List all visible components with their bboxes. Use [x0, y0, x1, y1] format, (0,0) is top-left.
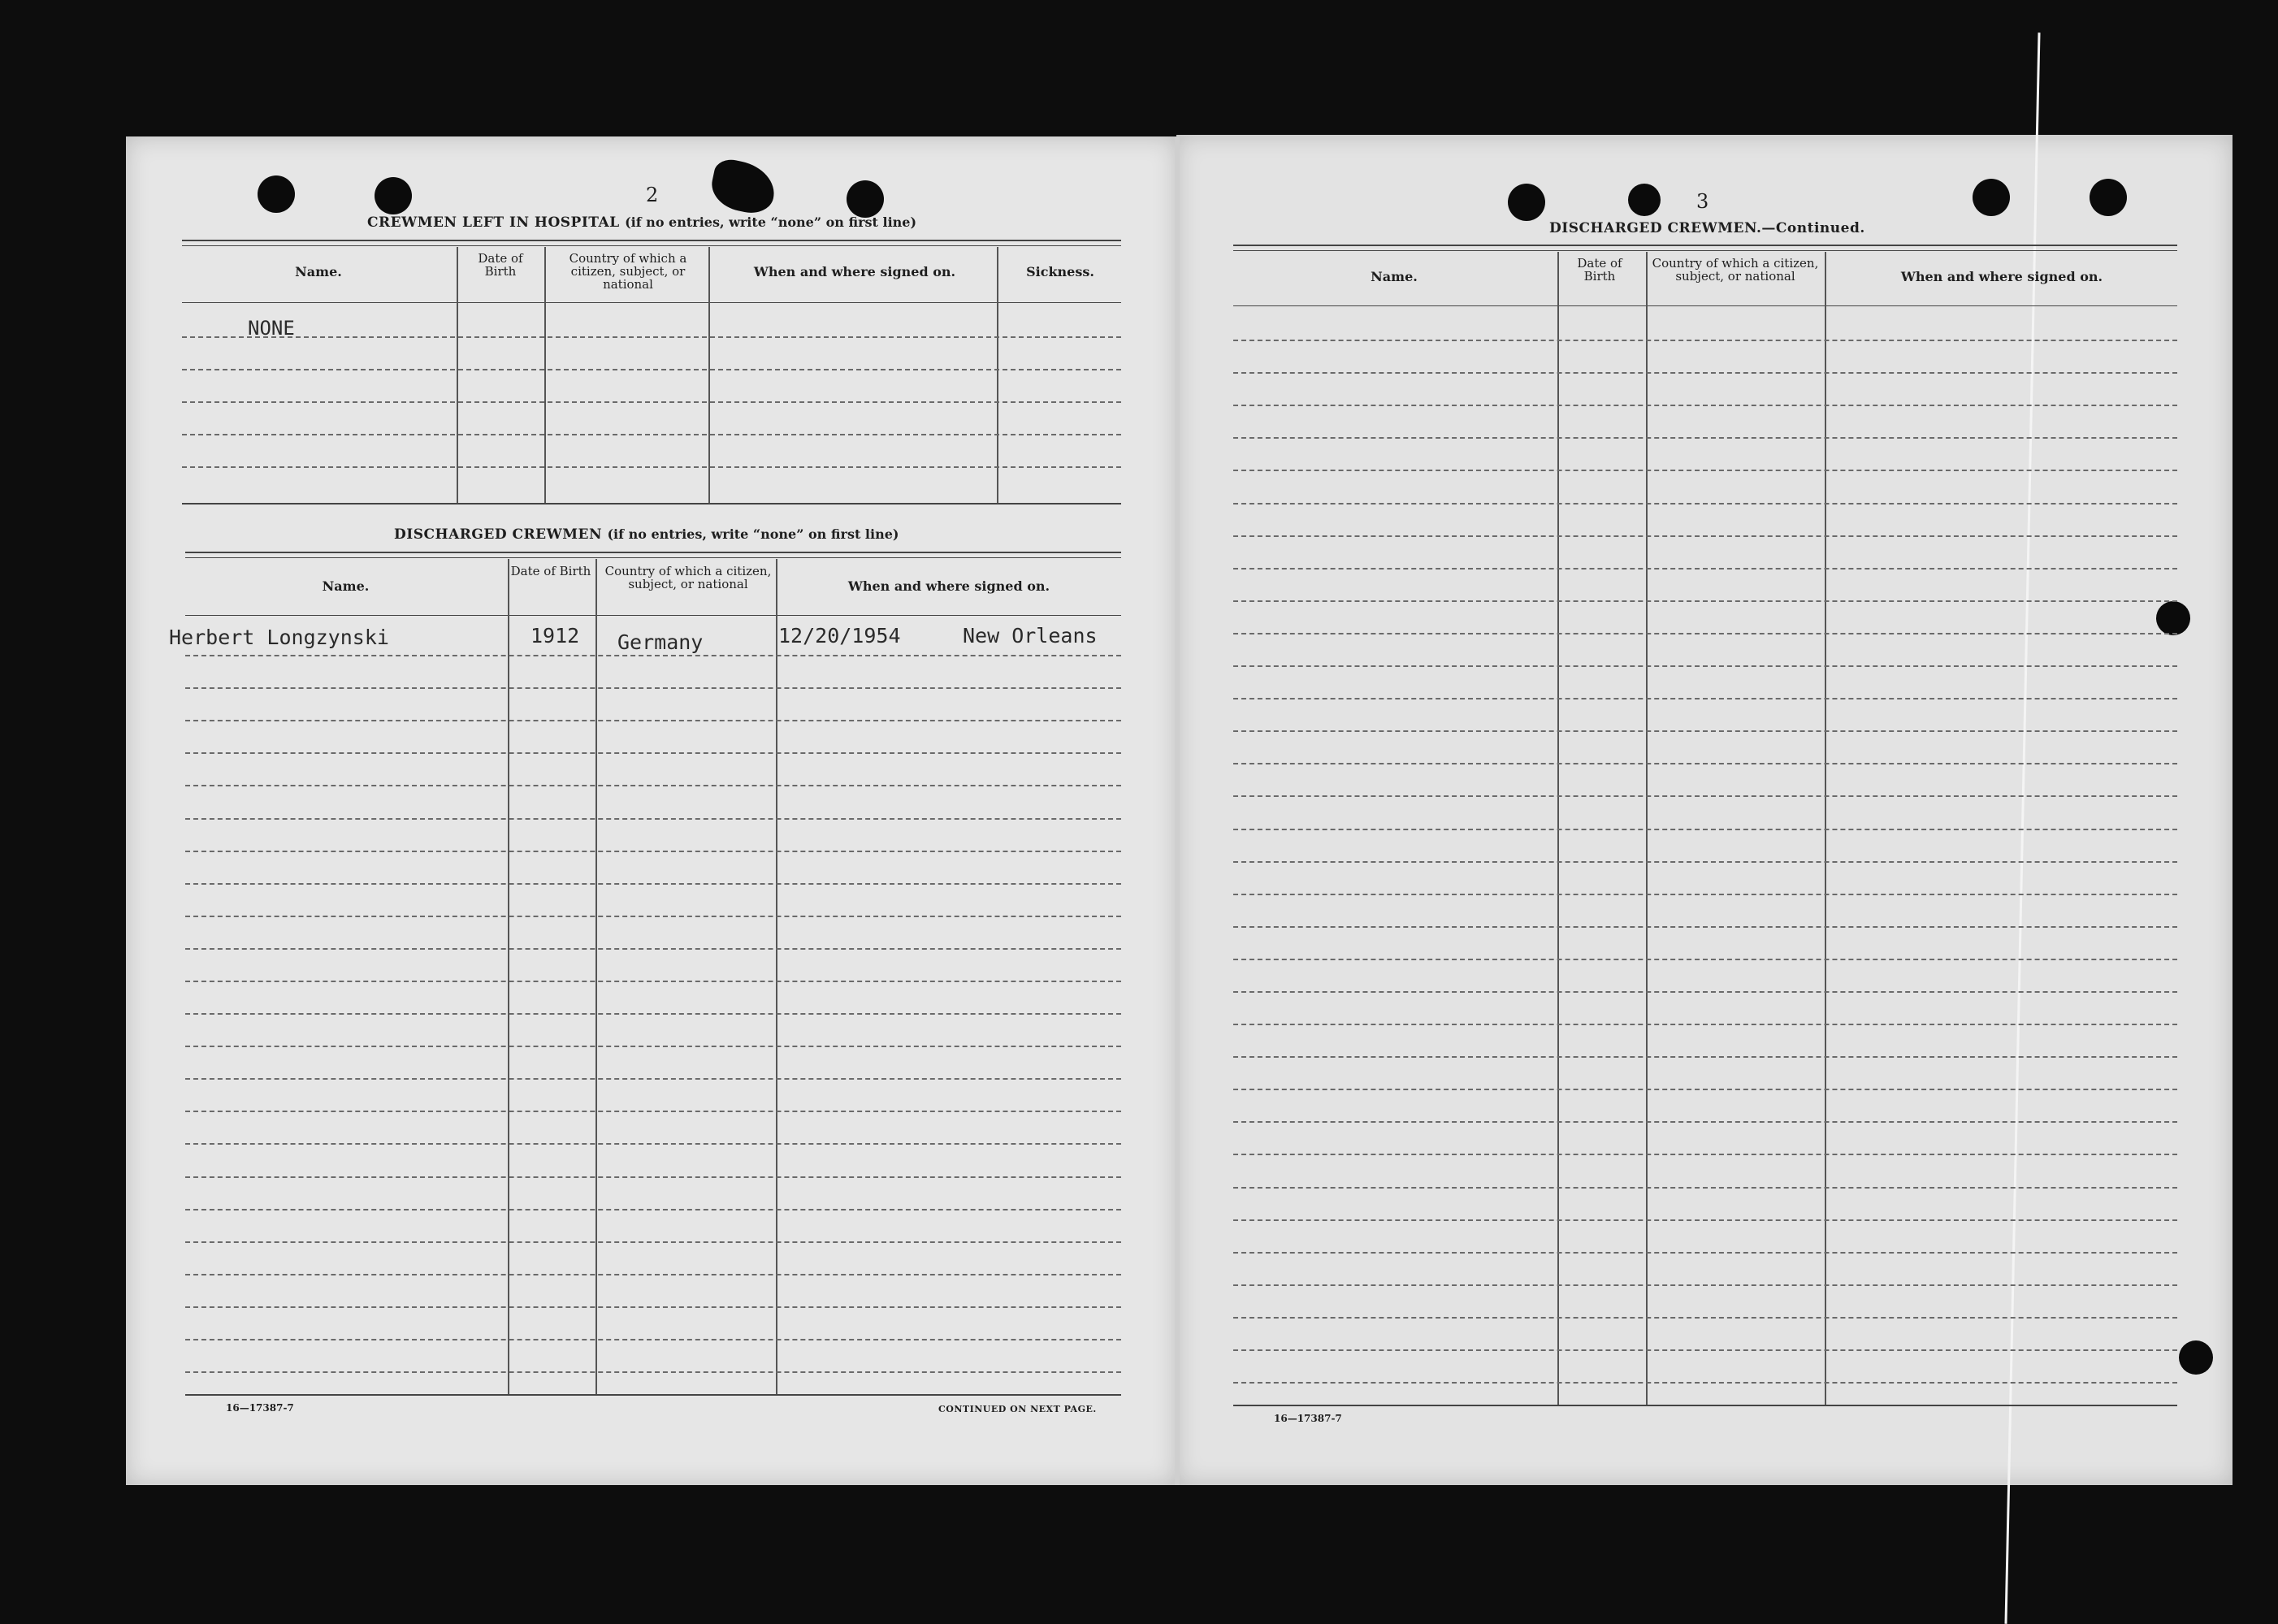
column-header-birth: Date of Birth	[1577, 256, 1622, 284]
double-rule	[182, 240, 1121, 241]
punch-hole	[2090, 179, 2127, 216]
header-rule	[185, 615, 1121, 616]
entry-line	[185, 948, 1121, 950]
entry-line	[1233, 1284, 2177, 1286]
entry-line	[1233, 1349, 2177, 1351]
section-instruction: (if no entries, write “none” on first line)	[625, 214, 917, 230]
entry-line	[185, 883, 1121, 885]
double-rule	[182, 245, 1121, 246]
entry-line	[182, 336, 1121, 338]
double-rule	[1233, 245, 2177, 246]
entry-line	[182, 369, 1121, 370]
form-number: 16—17387-7	[226, 1402, 294, 1414]
entry-line	[185, 818, 1121, 820]
header-rule	[182, 302, 1121, 303]
entry-line	[185, 1013, 1121, 1015]
section-bottom-rule	[182, 503, 1121, 505]
entry-line	[1233, 698, 2177, 699]
double-rule	[185, 552, 1121, 553]
entry-line	[185, 1274, 1121, 1275]
entry-line	[185, 1339, 1121, 1340]
page-fold	[1175, 136, 1180, 1485]
crewman-country: Germany	[617, 630, 704, 654]
entry-line	[1233, 600, 2177, 602]
double-rule	[185, 557, 1121, 558]
column-divider	[708, 247, 710, 504]
entry-line	[1233, 959, 2177, 960]
table-bottom-rule	[185, 1394, 1121, 1396]
entry-line	[1233, 372, 2177, 374]
section-title-hospital	[367, 214, 916, 231]
column-divider	[776, 559, 777, 1396]
entry-line	[1233, 1252, 2177, 1254]
entry-line	[1233, 340, 2177, 341]
crewman-birth: 1912	[531, 624, 580, 647]
column-header-birth: Date of Birth	[478, 251, 523, 279]
entry-line	[1233, 926, 2177, 928]
entry-line	[185, 1111, 1121, 1112]
crewman-signed-date: 12/20/1954	[778, 624, 901, 647]
entry-line	[185, 1241, 1121, 1243]
entry-line	[1233, 665, 2177, 667]
entry-line	[185, 1143, 1121, 1145]
entry-line	[185, 981, 1121, 982]
entry-line	[185, 1078, 1121, 1080]
hospital-entry: NONE	[248, 317, 295, 340]
entry-line	[1233, 1154, 2177, 1155]
table-bottom-rule	[1233, 1405, 2177, 1406]
entry-line	[185, 687, 1121, 689]
punch-hole	[2156, 601, 2190, 635]
entry-line	[1233, 1056, 2177, 1058]
page-number: 3	[1696, 190, 1709, 213]
punch-hole	[2179, 1340, 2213, 1375]
column-header-signed-on: When and where signed on.	[753, 264, 956, 279]
punch-hole	[1628, 184, 1661, 216]
form-number: 16—17387-7	[1274, 1413, 1342, 1424]
entry-line	[182, 466, 1121, 468]
punch-hole	[1973, 179, 2010, 216]
entry-line	[1233, 1024, 2177, 1025]
section-title-discharged	[394, 526, 899, 543]
entry-line	[1233, 503, 2177, 505]
entry-line	[1233, 1089, 2177, 1090]
entry-line	[1233, 730, 2177, 732]
entry-line	[1233, 535, 2177, 537]
section-title-discharged-continued: DISCHARGED CREWMEN.—Continued.	[1549, 220, 1865, 236]
entry-line	[1233, 991, 2177, 993]
continued-note: CONTINUED ON NEXT PAGE.	[938, 1404, 1097, 1414]
entry-line	[185, 1176, 1121, 1178]
entry-line	[1233, 1187, 2177, 1189]
column-header-signed-on: When and where signed on.	[1900, 269, 2103, 284]
entry-line	[185, 1371, 1121, 1373]
section-title-text: DISCHARGED CREWMEN	[394, 526, 603, 543]
column-header-name: Name.	[322, 578, 370, 594]
entry-line	[1233, 633, 2177, 634]
page-number: 2	[646, 184, 659, 206]
entry-line	[185, 851, 1121, 852]
column-header-country: Country of which a citizen, subject, or national	[1652, 256, 1819, 284]
header-rule	[1233, 305, 2177, 306]
entry-line	[1233, 894, 2177, 895]
entry-line	[185, 916, 1121, 917]
crewman-signed-place: New Orleans	[963, 624, 1098, 647]
punch-hole	[1508, 184, 1545, 221]
punch-hole	[258, 175, 295, 213]
entry-line	[1233, 568, 2177, 569]
entry-line	[1233, 470, 2177, 471]
entry-line	[1233, 829, 2177, 830]
entry-line	[1233, 861, 2177, 863]
entry-line	[185, 720, 1121, 721]
entry-line	[1233, 405, 2177, 406]
entry-line	[1233, 1317, 2177, 1319]
column-divider	[997, 247, 998, 504]
entry-line	[182, 401, 1121, 403]
column-header-country: Country of which a citizen, subject, or national	[604, 564, 772, 591]
entry-line	[1233, 1382, 2177, 1384]
section-title-text: CREWMEN LEFT IN HOSPITAL	[367, 214, 620, 231]
entry-line	[1233, 437, 2177, 439]
punch-hole	[375, 177, 412, 214]
column-divider	[508, 559, 509, 1396]
entry-line	[185, 655, 1121, 656]
entry-line	[185, 1046, 1121, 1047]
column-header-signed-on: When and where signed on.	[847, 578, 1050, 594]
crewman-name: Herbert Longzynski	[169, 626, 389, 649]
section-instruction: (if no entries, write “none” on first line)	[607, 526, 899, 542]
entry-line	[1233, 763, 2177, 764]
column-divider	[457, 247, 458, 504]
column-header-sickness: Sickness.	[1026, 264, 1094, 279]
double-rule	[1233, 250, 2177, 251]
entry-line	[182, 434, 1121, 435]
entry-line	[185, 785, 1121, 786]
entry-line	[1233, 1121, 2177, 1123]
column-header-name: Name.	[295, 264, 342, 279]
column-header-name: Name.	[1371, 269, 1418, 284]
column-divider	[595, 559, 597, 1396]
entry-line	[1233, 795, 2177, 797]
column-header-birth: Date of Birth	[510, 564, 591, 578]
entry-line	[185, 752, 1121, 754]
punch-hole	[847, 180, 884, 218]
entry-line	[185, 1306, 1121, 1308]
column-divider	[544, 247, 546, 504]
entry-line	[1233, 1219, 2177, 1221]
column-header-country: Country of which a citizen, subject, or national	[569, 251, 687, 292]
right-page	[1176, 135, 2233, 1485]
entry-line	[185, 1209, 1121, 1210]
